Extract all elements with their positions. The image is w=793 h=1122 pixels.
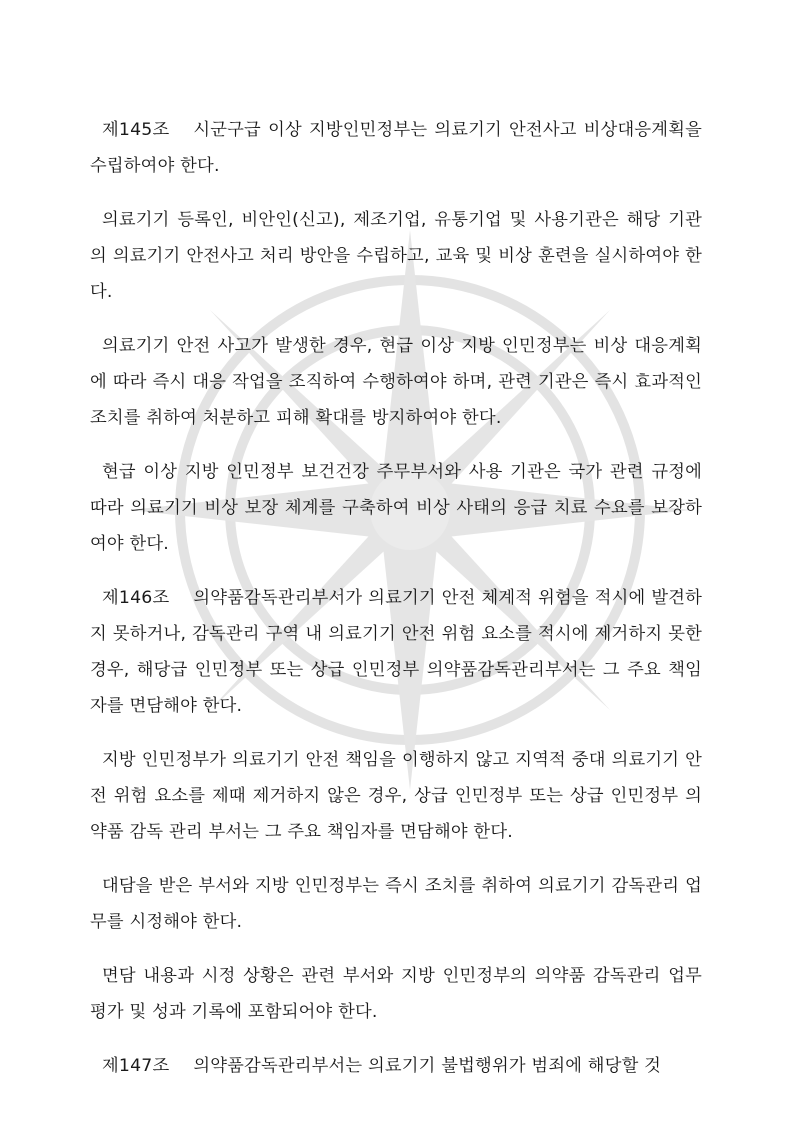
paragraph-5 bbox=[90, 580, 702, 724]
paragraph-text: 시군구급 이상 지방인민정부는 의료기기 안전사고 비상대응계획을 수립하여야 한다. bbox=[90, 120, 702, 176]
paragraph-text: 현급 이상 지방 인민정부 보건건강 주무부서와 사용 기관은 국가 관련 규정에 따라 의료기기 비상 보장 체계를 구축하여 비상 사태의 응급 치료 수요를 보장하여야 한다. bbox=[90, 462, 702, 554]
paragraph-4 bbox=[90, 454, 702, 562]
paragraph-text: 면담 내용과 시정 상황은 관련 부서와 지방 인민정부의 의약품 감독관리 업무 평가 및 성과 기록에 포함되어야 한다. bbox=[90, 966, 702, 1022]
article-number: 제147조 bbox=[102, 1056, 170, 1076]
paragraph-text: 의약품감독관리부서는 의료기기 불법행위가 범죄에 해당할 것 bbox=[193, 1056, 662, 1076]
paragraph-text: 대담을 받은 부서와 지방 인민정부는 즉시 조치를 취하여 의료기기 감독관리 업무를 시정해야 한다. bbox=[90, 876, 702, 932]
paragraph-text: 의료기기 등록인, 비안인(신고), 제조기업, 유통기업 및 사용기관은 해당 기관의 의료기기 안전사고 처리 방안을 수립하고, 교육 및 비상 훈련을 실시하여야 한다. bbox=[90, 210, 702, 302]
paragraph-text: 의료기기 안전 사고가 발생한 경우, 현급 이상 지방 인민정부는 비상 대응계획에 따라 즉시 대응 작업을 조직하여 수행하여야 하며, 관련 기관은 즉시 효과적인 조치를 취하여 처분하고 피해 확대를 방지하여야 한다. bbox=[90, 336, 702, 428]
paragraph-1 bbox=[90, 112, 702, 184]
paragraph-text: 지방 인민정부가 의료기기 안전 책임을 이행하지 않고 지역적 중대 의료기기 안전 위험 요소를 제때 제거하지 않은 경우, 상급 인민정부 또는 상급 인민정부 의약품 감독 관리 부서는 그 주요 책임자를 면담해야 한다. bbox=[90, 750, 702, 842]
paragraph-2 bbox=[90, 202, 702, 310]
paragraph-7 bbox=[90, 868, 702, 940]
paragraph-9 bbox=[90, 1048, 702, 1084]
article-number: 제146조 bbox=[102, 588, 170, 608]
paragraph-6 bbox=[90, 742, 702, 850]
article-number: 제145조 bbox=[102, 120, 170, 140]
paragraph-3 bbox=[90, 328, 702, 436]
paragraph-text: 의약품감독관리부서가 의료기기 안전 체계적 위험을 적시에 발견하지 못하거나, 감독관리 구역 내 의료기기 안전 위험 요소를 적시에 제거하지 못한 경우, 해당급 인민정부 또는 상급 인민정부 의약품감독관리부서는 그 주요 책임자를 면담해야 한다. bbox=[90, 588, 702, 716]
paragraph-8 bbox=[90, 958, 702, 1030]
document-body bbox=[90, 112, 702, 1102]
